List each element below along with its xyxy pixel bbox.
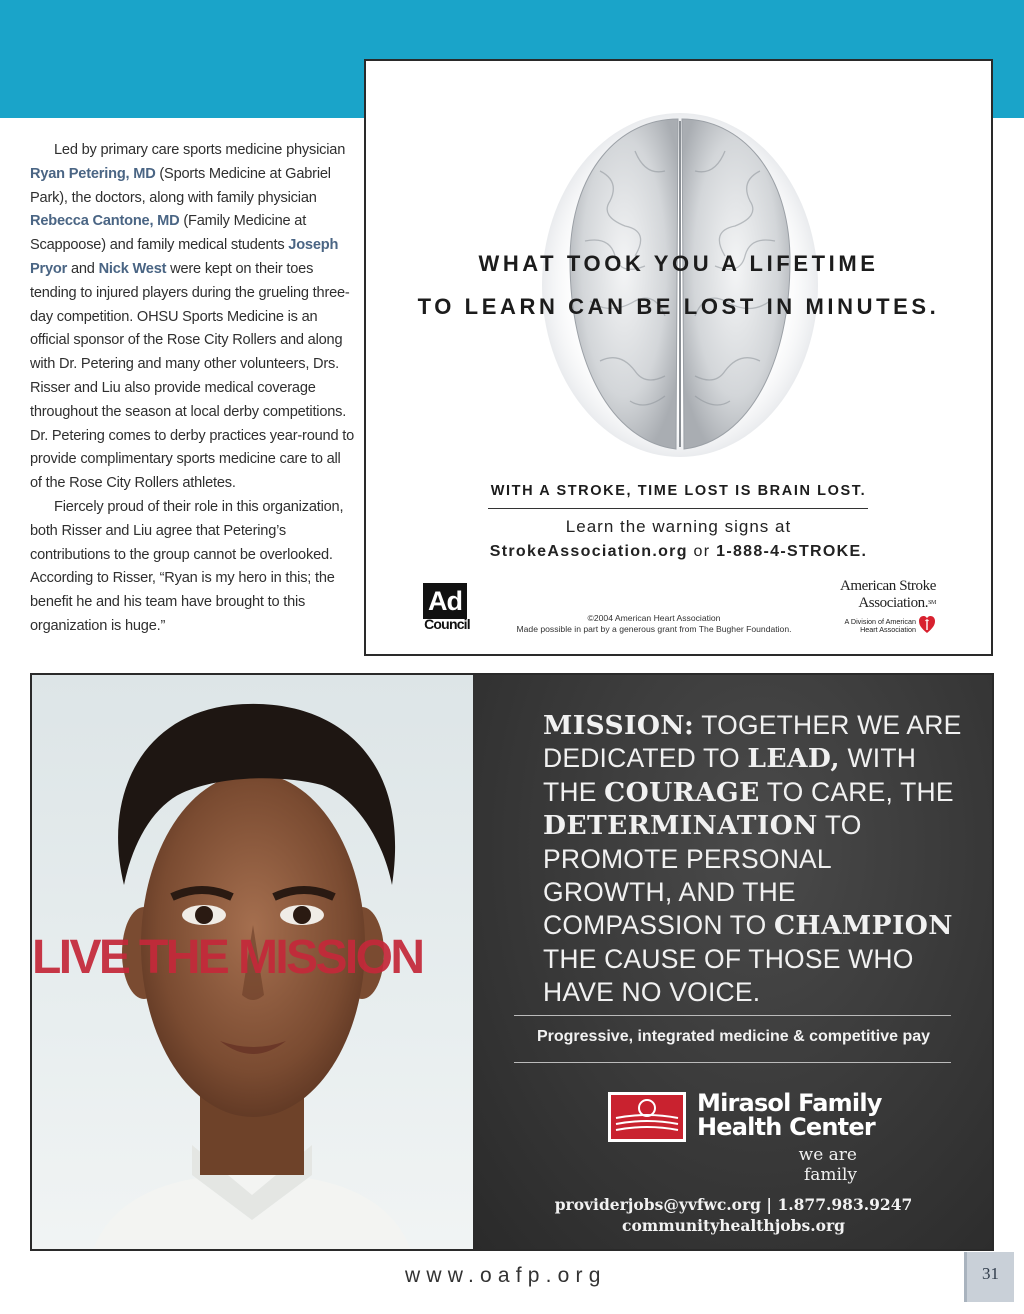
panel-rule-bottom bbox=[514, 1062, 951, 1063]
mission-segment: TOGETHER WE ARE DEDICATED TO bbox=[543, 710, 962, 774]
stroke-contact-line: StrokeAssociation.org or 1-888-4-STROKE. bbox=[489, 543, 868, 560]
mission-panel bbox=[473, 675, 994, 1251]
article-text bbox=[30, 139, 355, 639]
mission-segment: THE CAUSE OF THOSE WHO HAVE NO VOICE. bbox=[543, 943, 914, 1008]
mirasol-website[interactable]: communityhealthjobs.org bbox=[622, 1216, 845, 1235]
warning-signs-text: Learn the warning signs at bbox=[565, 517, 792, 536]
mission-statement bbox=[543, 709, 963, 1010]
stroke-association-ad bbox=[364, 59, 993, 656]
ad-council-logo: Ad Council bbox=[421, 583, 473, 633]
mission-emphasis: COURAGE bbox=[604, 776, 760, 808]
mirasol-contact bbox=[473, 1194, 994, 1236]
name-rebecca-cantone: Rebecca Cantone, MD bbox=[30, 213, 180, 230]
progressive-tagline: Progressive, integrated medicine & competitive pay bbox=[536, 1028, 931, 1045]
stroke-phone: 1-888-4-STROKE. bbox=[716, 543, 868, 560]
brain-illustration bbox=[540, 111, 820, 459]
stroke-website-link[interactable]: StrokeAssociation.org bbox=[489, 543, 688, 560]
mission-segment: TO CARE, THE bbox=[759, 776, 954, 807]
live-the-mission-overlay: LIVE THE MISSION bbox=[32, 931, 423, 984]
mission-emphasis: DETERMINATION bbox=[543, 810, 818, 842]
article-paragraph-1: Led by primary care sports medicine physician Ryan Petering, MD (Sports Medicine at Gabriel Park), the doctors, along with family physician Rebecca Cantone, MD (Family Medicine at Scappoose) and family medical students Joseph Pryor and Nick West were kept on their toes tending to injured players during the grueling three-day competition. OHSU Sports Medicine is an official sponsor of the Rose City Rollers and along with Dr. Petering and many other volunteers, Drs. Risser and Liu also provide medical coverage throughout the season at local derby competitions. Dr. Petering comes to derby practices year-round to provide complimentary sports medicine care to all of the Rose City Rollers athletes. bbox=[30, 142, 354, 492]
aha-division-text: A Division of American Heart Association bbox=[844, 617, 916, 635]
ad-tagline: WITH A STROKE, TIME LOST IS BRAIN LOST. bbox=[490, 483, 867, 499]
mission-emphasis: MISSION: bbox=[543, 710, 695, 741]
mission-emphasis: LEAD, bbox=[747, 743, 840, 775]
mission-segment: TO PROMOTE PERSONAL GROWTH, AND THE COMPASSION TO bbox=[543, 810, 862, 941]
panel-rule-top bbox=[514, 1015, 951, 1016]
portrait-photo bbox=[32, 675, 473, 1251]
american-stroke-association-logo: American Stroke Association.SM bbox=[839, 578, 936, 611]
mission-segment: WITH THE bbox=[543, 743, 917, 807]
heart-torch-icon bbox=[918, 614, 936, 634]
article-paragraph-2: Fiercely proud of their role in this organization, both Risser and Liu agree that Petering’s contributions to the group cannot be overlooked. According to Risser, “Ryan is my hero in this; the benefit he and his team have brought to this organization is huge.” bbox=[30, 498, 344, 634]
ad-headline-line-2: TO LEARN CAN BE LOST IN MINUTES. bbox=[417, 294, 940, 319]
mirasol-logo-icon bbox=[608, 1092, 686, 1142]
mirasol-recruitment-ad bbox=[30, 673, 994, 1251]
ad-copyright: ©2004 American Heart Association Made possible in part by a generous grant from The Bugher Foundation. bbox=[516, 613, 792, 634]
name-nick-west: Nick West bbox=[98, 260, 167, 277]
ad-headline-line-1: WHAT TOOK YOU A LIFETIME bbox=[478, 251, 879, 276]
ad-divider bbox=[488, 508, 868, 509]
page-number: 31 bbox=[982, 1264, 999, 1283]
name-ryan-petering: Ryan Petering, MD bbox=[30, 165, 156, 182]
name-joseph-pryor: Joseph Pryor bbox=[30, 237, 339, 277]
page-number-box bbox=[964, 1252, 1014, 1302]
mirasol-motto: we are family bbox=[798, 1145, 857, 1185]
footer-website[interactable]: www.oafp.org bbox=[405, 1264, 607, 1287]
mission-emphasis: CHAMPION bbox=[774, 910, 953, 942]
mirasol-org-name: Mirasol Family Health Center bbox=[697, 1089, 882, 1141]
mirasol-email-phone[interactable]: providerjobs@yvfwc.org | 1.877.983.9247 bbox=[554, 1195, 913, 1214]
